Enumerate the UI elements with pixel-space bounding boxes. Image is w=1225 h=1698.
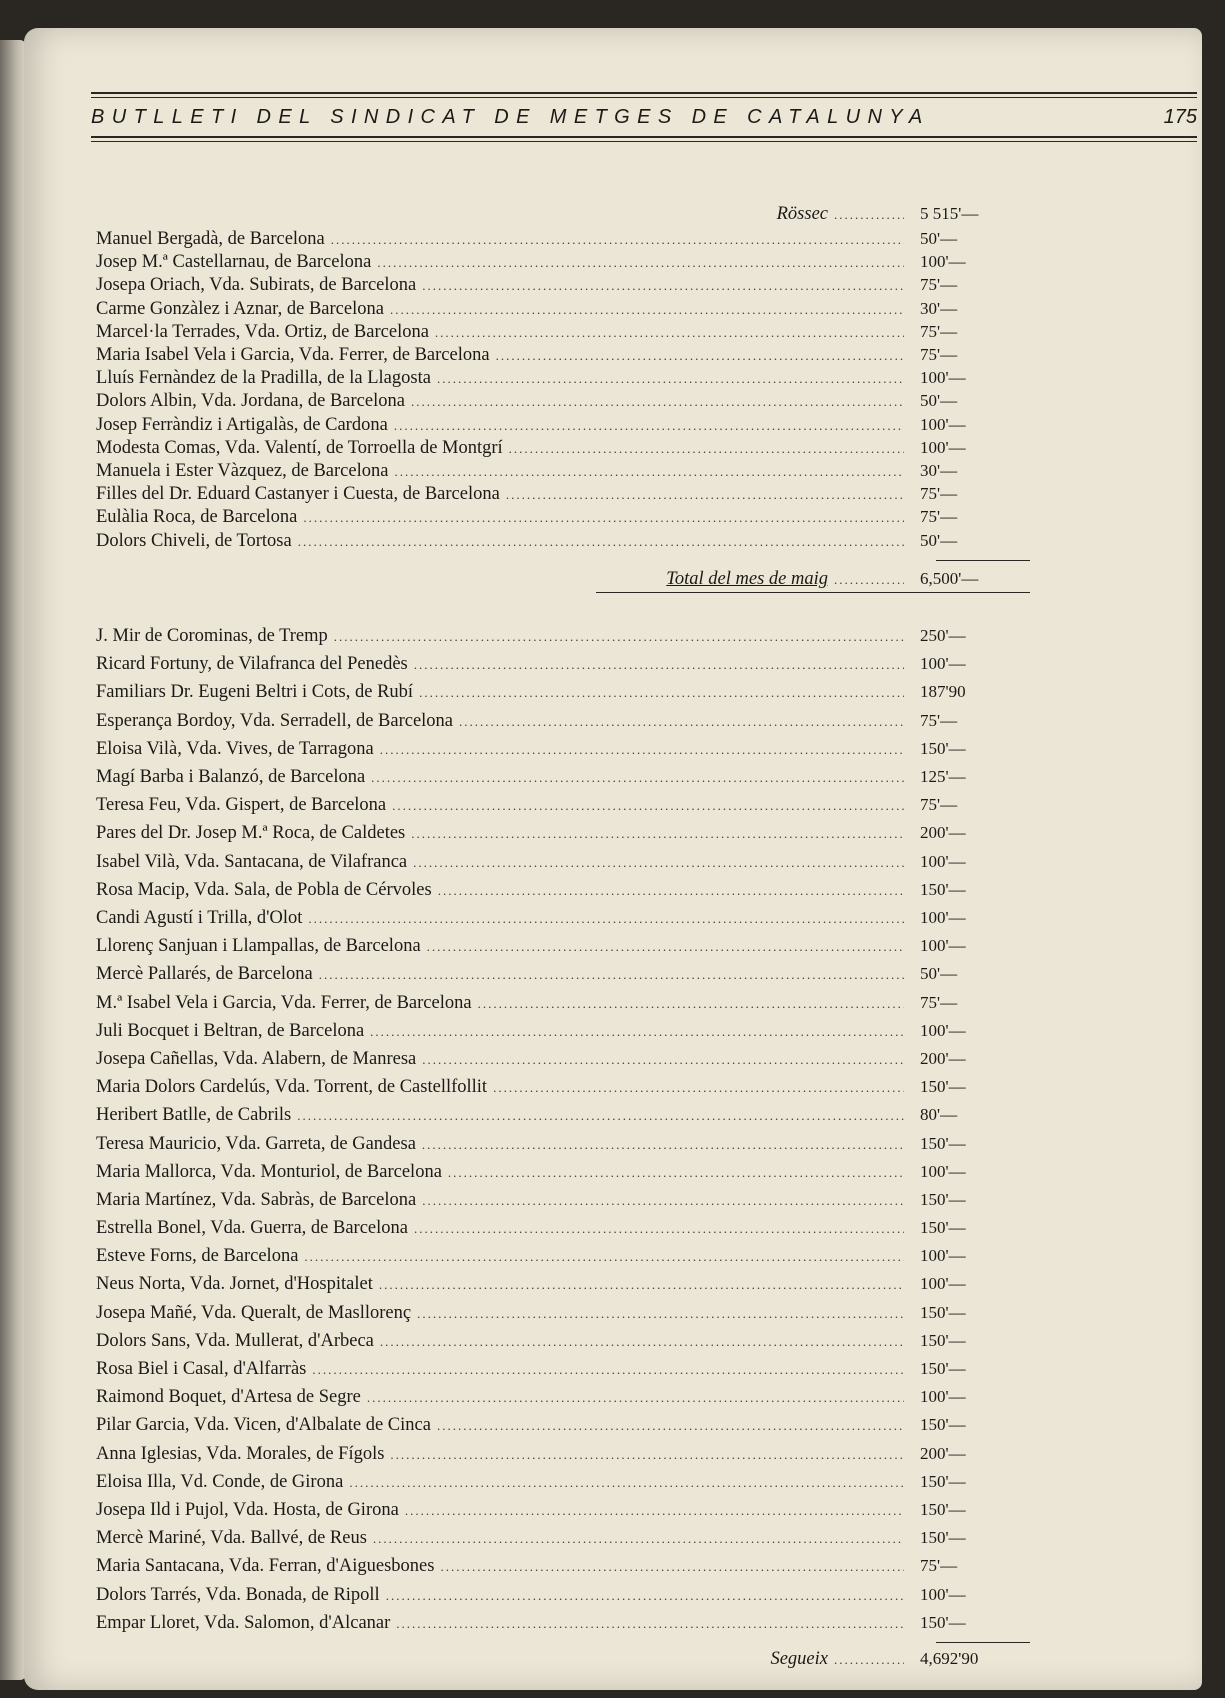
leader-dots <box>377 252 904 274</box>
header-top-rule-thin <box>91 97 1197 98</box>
donation-amount: 100'— <box>920 907 966 927</box>
donation-row <box>96 437 1030 459</box>
leader-dots <box>386 1585 904 1607</box>
leader-dots <box>304 1246 904 1268</box>
header-top-rule <box>91 92 1197 94</box>
donation-row <box>96 963 1030 985</box>
donation-row <box>96 907 1030 929</box>
donation-amount: 100'— <box>920 1387 966 1407</box>
donation-row <box>96 794 1030 816</box>
donor-name: Heribert Batlle, de Cabrils <box>96 1105 292 1126</box>
leader-dots <box>370 1021 904 1043</box>
donation-amount: 75'— <box>920 795 958 815</box>
leader-dots <box>379 1274 904 1296</box>
donor-name: Carme Gonzàlez i Aznar, de Barcelona <box>96 298 384 319</box>
donation-amount: 75'— <box>920 275 958 295</box>
donation-row <box>96 625 1030 647</box>
total-amount: 6,500'— <box>920 569 979 588</box>
donation-row <box>96 992 1030 1014</box>
donation-amount: 50'— <box>920 229 958 248</box>
donation-amount: 100'— <box>920 1584 966 1604</box>
donation-row <box>96 1499 1030 1521</box>
donation-amount: 150'— <box>920 1077 966 1097</box>
donation-row <box>96 1330 1030 1352</box>
donation-row <box>96 1161 1030 1183</box>
leader-dots <box>392 795 904 817</box>
leader-dots <box>422 1190 904 1212</box>
carry-out-label: Segueix <box>770 1649 828 1669</box>
donor-name: Eulàlia Roca, de Barcelona <box>96 507 298 528</box>
donor-name: Magí Barba i Balanzó, de Barcelona <box>96 766 366 787</box>
donor-name: Anna Iglesias, Vda. Morales, de Fígols <box>96 1443 385 1464</box>
donor-name: Josep Ferràndiz i Artigalàs, de Cardona <box>96 414 388 435</box>
donation-row <box>96 1302 1030 1324</box>
donor-name: Eloisa Vilà, Vda. Vives, de Tarragona <box>96 738 374 759</box>
leader-dots <box>334 626 904 648</box>
donation-amount: 100'— <box>920 851 966 871</box>
donor-name: Filles del Dr. Eduard Castanyer i Cuesta, de Barcelona <box>96 484 500 505</box>
donation-row <box>96 460 1030 482</box>
leader-dots <box>509 438 904 460</box>
donor-name: Dolors Sans, Vda. Mullerat, d'Arbeca <box>96 1330 374 1351</box>
donation-amount: 100'— <box>920 1246 966 1266</box>
leader-dots <box>438 880 904 902</box>
donation-amount: 250'— <box>920 626 966 645</box>
donor-name: Eloisa Illa, Vd. Conde, de Girona <box>96 1471 344 1492</box>
donor-name: Dolors Albin, Vda. Jordana, de Barcelona <box>96 391 405 412</box>
donor-name: Mercè Mariné, Vda. Ballvé, de Reus <box>96 1528 367 1549</box>
donation-row <box>96 681 1030 703</box>
donor-name: Mercè Pallarés, de Barcelona <box>96 964 313 985</box>
donation-row <box>96 1443 1030 1465</box>
total-label: Total del mes de maig <box>666 569 828 589</box>
donor-name: Maria Mallorca, Vda. Monturiol, de Barcelona <box>96 1161 442 1182</box>
donation-row <box>96 766 1030 788</box>
donation-row <box>96 1358 1030 1380</box>
leader-dots <box>411 391 904 413</box>
carry-in-label: Rössec <box>776 204 828 224</box>
donation-amount: 150'— <box>920 1133 966 1153</box>
donor-name: Esteve Forns, de Barcelona <box>96 1246 299 1267</box>
donation-row <box>96 851 1030 873</box>
donation-amount: 150'— <box>920 1500 966 1520</box>
donation-amount: 125'— <box>920 766 966 786</box>
donor-name: Ricard Fortuny, de Vilafranca del Penedès <box>96 654 408 675</box>
donation-row <box>96 1471 1030 1493</box>
leader-dots <box>493 1077 904 1099</box>
donation-row <box>96 935 1030 957</box>
donor-name: Dolors Tarrés, Vda. Bonada, de Ripoll <box>96 1584 380 1605</box>
leader-dots <box>496 345 904 367</box>
leader-dots <box>411 823 904 845</box>
leader-dots <box>312 1359 904 1381</box>
leader-dots <box>394 415 904 437</box>
leader-dots <box>422 1049 904 1071</box>
leader-dots <box>367 1387 904 1409</box>
leader-dots <box>390 1444 904 1466</box>
donation-amount: 150'— <box>920 1359 966 1379</box>
donation-amount: 30'— <box>920 298 958 318</box>
donation-row <box>96 1189 1030 1211</box>
donation-row <box>96 1076 1030 1098</box>
donation-row <box>96 530 1030 552</box>
donation-row <box>96 879 1030 901</box>
donor-name: Isabel Vilà, Vda. Santacana, de Vilafranca <box>96 851 408 872</box>
donation-amount: 187'90 <box>920 682 966 702</box>
subtotal-rule <box>936 1642 1030 1643</box>
donation-row <box>96 1414 1030 1436</box>
leader-dots <box>303 507 904 529</box>
total-bottom-rule <box>596 592 1030 593</box>
leader-dots <box>422 1134 904 1156</box>
donation-row <box>96 321 1030 343</box>
leader-dots <box>319 964 904 986</box>
donation-row <box>96 1612 1030 1634</box>
leader-dots <box>390 299 904 321</box>
donation-amount: 150'— <box>920 1330 966 1350</box>
running-head <box>91 92 1197 182</box>
donor-name: J. Mir de Corominas, de Tremp <box>96 626 328 646</box>
leader-dots <box>427 936 904 958</box>
donor-name: Josepa Mañé, Vda. Queralt, de Masllorenç <box>96 1302 412 1323</box>
donation-amount: 50'— <box>920 391 958 411</box>
donation-amount: 75'— <box>920 321 958 341</box>
donation-amount: 75'— <box>920 710 958 730</box>
donation-row <box>96 414 1030 436</box>
donor-name: Estrella Bonel, Vda. Guerra, de Barcelona <box>96 1218 408 1239</box>
leader-dots <box>380 1331 904 1353</box>
leader-dots <box>405 1500 904 1522</box>
donor-name: Dolors Chiveli, de Tortosa <box>96 530 292 551</box>
donation-amount: 150'— <box>920 1528 966 1548</box>
donation-row <box>96 390 1030 412</box>
donation-row <box>96 483 1030 505</box>
donation-row <box>96 1245 1030 1267</box>
donation-row <box>96 1527 1030 1549</box>
donation-amount: 150'— <box>920 1218 966 1238</box>
donation-row <box>96 710 1030 732</box>
leader-dots <box>437 368 904 390</box>
donor-name: Rosa Macip, Vda. Sala, de Pobla de Cérvoles <box>96 879 432 900</box>
leader-dots <box>414 1218 904 1240</box>
donor-name: Marcel·la Terrades, Vda. Ortiz, de Barcelona <box>96 321 429 342</box>
leader-dots <box>440 1556 904 1578</box>
page-number: 175 <box>1163 106 1197 128</box>
leader-dots <box>422 275 904 297</box>
donor-name: Candi Agustí i Trilla, d'Olot <box>96 907 303 928</box>
leader-dots <box>435 322 904 344</box>
donation-amount: 100'— <box>920 414 966 434</box>
donation-amount: 200'— <box>920 1048 966 1068</box>
donation-row <box>96 1386 1030 1408</box>
leader-dots <box>413 852 904 874</box>
donor-name: Maria Isabel Vela i Garcia, Vda. Ferrer, de Barcelona <box>96 345 490 365</box>
donation-amount: 150'— <box>920 1302 966 1322</box>
donor-name: Maria Martínez, Vda. Sabràs, de Barcelona <box>96 1189 417 1210</box>
donation-amount: 30'— <box>920 461 958 480</box>
donation-amount: 150'— <box>920 738 966 758</box>
donor-name: Neus Norta, Vda. Jornet, d'Hospitalet <box>96 1274 373 1295</box>
donation-amount: 50'— <box>920 530 958 550</box>
leader-dots <box>419 682 904 704</box>
donation-row <box>96 653 1030 675</box>
header-bottom-rule <box>91 136 1197 138</box>
donor-name: Modesta Comas, Vda. Valentí, de Torroella de Montgrí <box>96 437 503 458</box>
leader-dots <box>394 461 904 483</box>
leader-dots <box>478 993 904 1015</box>
donation-amount: 100'— <box>920 654 966 674</box>
leader-dots <box>834 1649 904 1671</box>
donation-amount: 75'— <box>920 345 958 364</box>
leader-dots <box>297 1105 904 1127</box>
donor-name: Esperança Bordoy, Vda. Serradell, de Barcelona <box>96 710 454 731</box>
donation-amount: 200'— <box>920 1443 966 1463</box>
donor-name: Juli Bocquet i Beltran, de Barcelona <box>96 1020 365 1041</box>
donation-amount: 75'— <box>920 507 958 527</box>
donation-amount: 150'— <box>920 1471 966 1491</box>
leader-dots <box>448 1162 904 1184</box>
donation-amount: 200'— <box>920 823 966 843</box>
leader-dots <box>308 908 904 930</box>
carry-out-amount: 4,692'90 <box>920 1649 979 1668</box>
donation-amount: 100'— <box>920 936 966 956</box>
carry-in-amount: 5 515'— <box>920 204 979 223</box>
donor-name: Familiars Dr. Eugeni Beltri i Cots, de Rubí <box>96 682 414 703</box>
donation-amount: 50'— <box>920 964 958 984</box>
leader-dots <box>834 569 904 591</box>
leader-dots <box>380 739 904 761</box>
donation-amount: 75'— <box>920 992 958 1012</box>
donation-row <box>96 1217 1030 1239</box>
header-bottom-rule-thin <box>91 141 1197 142</box>
donation-amount: 100'— <box>920 1161 966 1181</box>
donor-name: Pares del Dr. Josep M.ª Roca, de Caldetes <box>96 823 406 844</box>
donation-amount: 100'— <box>920 437 966 457</box>
donation-row <box>96 1555 1030 1577</box>
donation-row <box>96 344 1030 366</box>
donation-row <box>96 1273 1030 1295</box>
donation-row <box>96 228 1030 250</box>
donor-name: Raimond Boquet, d'Artesa de Segre <box>96 1387 361 1408</box>
leader-dots <box>834 204 904 226</box>
donor-name: Josepa Oriach, Vda. Subirats, de Barcelona <box>96 275 417 296</box>
donor-name: Maria Dolors Cardelús, Vda. Torrent, de Castellfollit <box>96 1077 488 1098</box>
donation-amount: 100'— <box>920 1020 966 1040</box>
leader-dots <box>298 531 904 553</box>
donor-name: Empar Lloret, Vda. Salomon, d'Alcanar <box>96 1612 391 1633</box>
leader-dots <box>459 711 904 733</box>
donor-name: Teresa Feu, Vda. Gispert, de Barcelona <box>96 795 387 816</box>
donation-row <box>96 1104 1030 1126</box>
donor-name: Lluís Fernàndez de la Pradilla, de la Llagosta <box>96 368 431 389</box>
leader-dots <box>373 1528 904 1550</box>
leader-dots <box>414 654 904 676</box>
donor-name: Pilar Garcia, Vda. Vicen, d'Albalate de Cinca <box>96 1415 431 1436</box>
donor-name: M.ª Isabel Vela i Garcia, Vda. Ferrer, de Barcelona <box>96 992 472 1013</box>
donor-name: Josepa Ild i Pujol, Vda. Hosta, de Girona <box>96 1500 399 1521</box>
donation-amount: 100'— <box>920 368 966 388</box>
leader-dots <box>371 767 904 789</box>
donation-row <box>96 251 1030 273</box>
leader-dots <box>349 1472 904 1494</box>
journal-title: BUTLLETI DEL SINDICAT DE METGES DE CATALUNYA <box>91 106 930 128</box>
donation-amount: 150'— <box>920 879 966 899</box>
donation-row <box>96 298 1030 320</box>
donor-name: Llorenç Sanjuan i Llampallas, de Barcelona <box>96 936 421 957</box>
donation-amount: 150'— <box>920 1612 966 1632</box>
donation-row <box>96 1584 1030 1606</box>
donation-amount: 75'— <box>920 1556 958 1576</box>
donor-name: Manuel Bergadà, de Barcelona <box>96 229 325 249</box>
leader-dots <box>437 1415 904 1437</box>
total-top-rule <box>936 560 1030 561</box>
adjacent-page-edge <box>0 40 26 1680</box>
donation-amount: 75'— <box>920 484 958 504</box>
donation-row <box>96 367 1030 389</box>
total-line <box>96 568 1030 590</box>
donation-row <box>96 1133 1030 1155</box>
donation-row <box>96 1048 1030 1070</box>
donation-row <box>96 506 1030 528</box>
leader-dots <box>396 1613 904 1635</box>
donation-amount: 100'— <box>920 252 966 272</box>
donation-row <box>96 1020 1030 1042</box>
donation-amount: 100'— <box>920 1274 966 1294</box>
donation-amount: 80'— <box>920 1105 958 1125</box>
leader-dots <box>417 1303 904 1325</box>
donor-name: Rosa Biel i Casal, d'Alfarràs <box>96 1359 307 1380</box>
donation-amount: 150'— <box>920 1415 966 1435</box>
carry-in-line <box>96 203 1030 225</box>
leader-dots <box>506 484 904 506</box>
donation-row <box>96 274 1030 296</box>
donor-name: Teresa Mauricio, Vda. Garreta, de Gandesa <box>96 1133 416 1154</box>
donation-amount: 150'— <box>920 1189 966 1209</box>
donor-name: Josep M.ª Castellarnau, de Barcelona <box>96 252 372 273</box>
donor-name: Manuela i Ester Vàzquez, de Barcelona <box>96 461 389 481</box>
donation-row <box>96 822 1030 844</box>
donor-name: Josepa Cañellas, Vda. Alabern, de Manresa <box>96 1048 417 1069</box>
donor-name: Maria Santacana, Vda. Ferran, d'Aiguesbones <box>96 1556 435 1577</box>
donation-row <box>96 738 1030 760</box>
leader-dots <box>331 229 904 251</box>
carry-out-line <box>96 1648 1030 1670</box>
